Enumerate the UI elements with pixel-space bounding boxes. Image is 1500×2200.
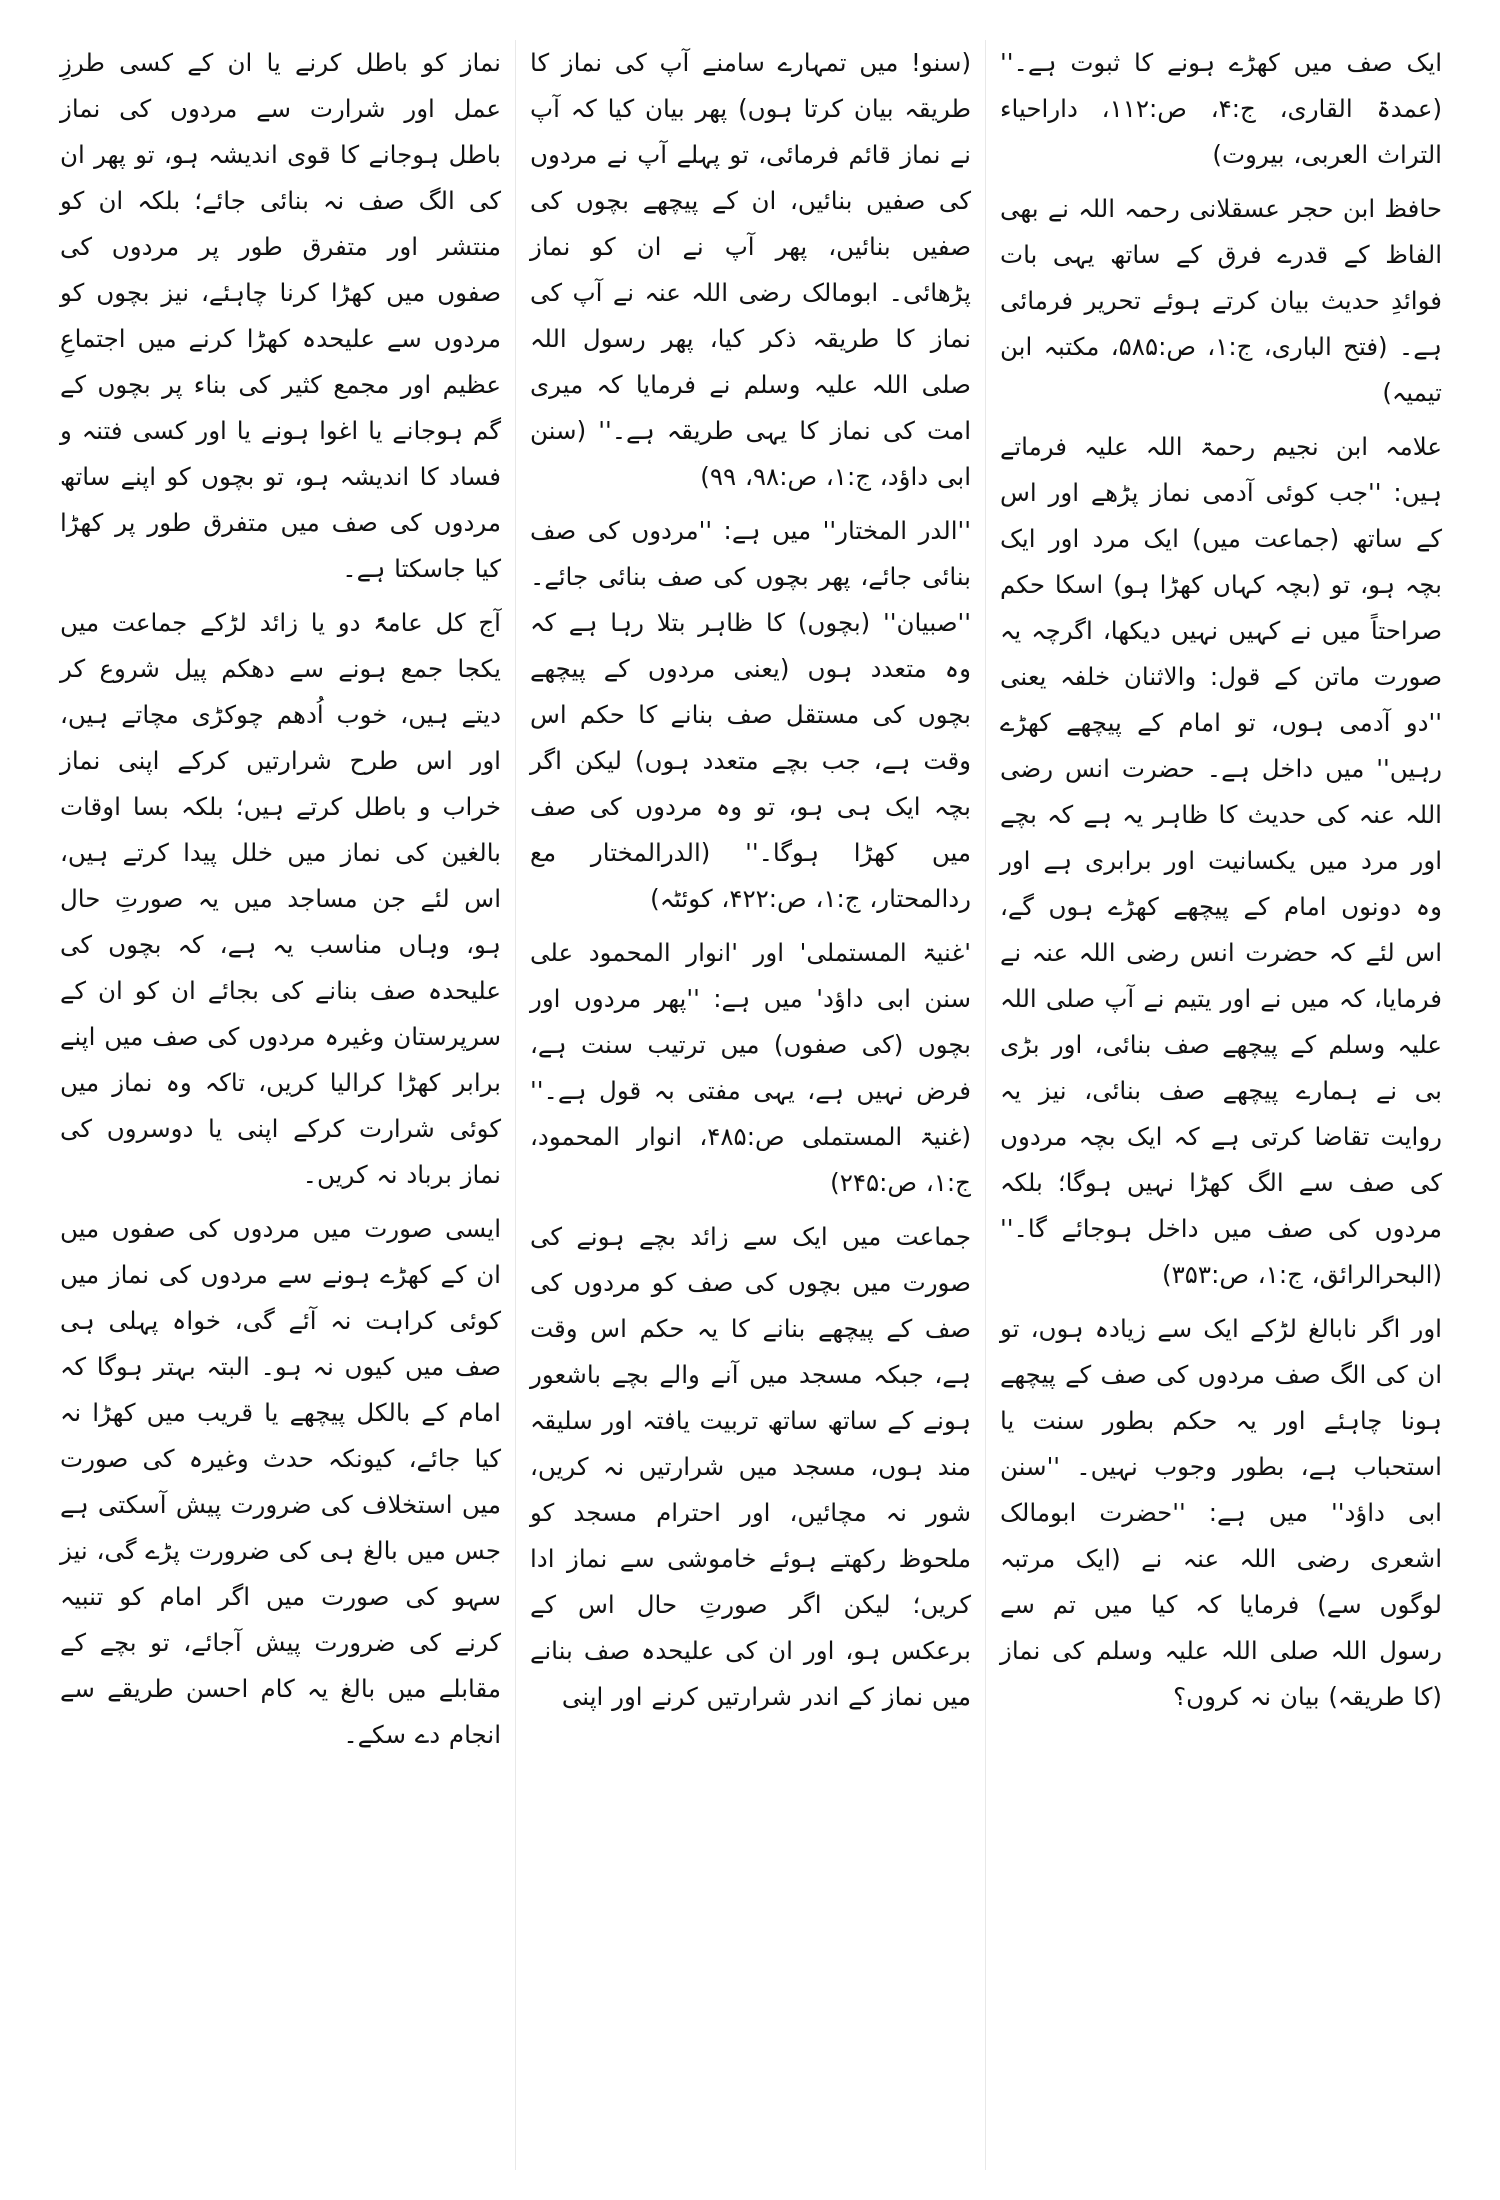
paragraph: اور اگر نابالغ لڑکے ایک سے زیادہ ہوں، تو ان کی الگ صف مردوں کی صف کے پیچھے ہونا چاہئے اور یہ حکم بطور سنت یا استحباب ہے، بطور وجوب نہیں۔ ''سنن ابی داؤد'' میں ہے: ''حضرت ابومالک اشعری رضی اللہ عنہ نے (ایک مرتبہ لوگوں سے) فرمایا کہ کیا میں تم سے رسول اللہ صلی اللہ علیہ وسلم کی نماز (کا طریقہ) بیان نہ کروں؟ xyxy=(1000,1314,1442,1711)
paragraph: ایسی صورت میں مردوں کی صفوں میں ان کے کھڑے ہونے سے مردوں کی نماز میں کوئی کراہت نہ آئے گی، خواہ پہلی ہی صف میں کیوں نہ ہو۔ البتہ بہتر ہوگا کہ امام کے بالکل پیچھے یا قریب میں کھڑا نہ کیا جائے، کیونکہ حدث وغیرہ کی صورت میں استخلاف کی ضرورت پیش آسکتی ہے جس میں بالغ ہی کی ضرورت پڑے گی، نیز سہو کی صورت میں اگر امام کو تنبیہ کرنے کی ضرورت پیش آجائے، تو بچے کے مقابلے میں بالغ یہ کام احسن طریقے سے انجام دے سکے۔ xyxy=(60,1214,501,1749)
paragraph: (سنو! میں تمہارے سامنے آپ کی نماز کا طریقہ بیان کرتا ہوں) پھر بیان کیا کہ آپ نے نماز قائم فرمائی، تو پہلے آپ نے مردوں کی صفیں بنائیں، ان کے پیچھے بچوں کی صفیں بنائیں، پھر آپ نے ان کو نماز پڑھائی۔ ابومالک رضی اللہ عنہ نے آپ کی نماز کا طریقہ ذکر کیا، پھر رسول اللہ صلی اللہ علیہ وسلم نے فرمایا کہ میری امت کی نماز کا یہی طریقہ ہے۔'' (سنن ابی داؤد، ج:۱، ص:۹۸، ۹۹) xyxy=(530,48,971,491)
column-right xyxy=(986,40,1456,2170)
column-left xyxy=(46,40,516,2170)
paragraph: 'غنیۃ المستملی' اور 'انوار المحمود علی سنن ابی داؤد' میں ہے: ''پھر مردوں اور بچوں (کی صفوں) میں ترتیب سنت ہے، فرض نہیں ہے، یہی مفتی بہ قول ہے۔'' (غنیۃ المستملی ص:۴۸۵، انوار المحمود، ج:۱، ص:۲۴۵) xyxy=(530,938,971,1197)
column-middle xyxy=(516,40,986,2170)
paragraph: ''الدر المختار'' میں ہے: ''مردوں کی صف بنائی جائے، پھر بچوں کی صف بنائی جائے۔ ''صبیان'' (بچوں) کا ظاہر بتلا رہا ہے کہ وہ متعدد ہوں (یعنی مردوں کے پیچھے بچوں کی مستقل صف بنانے کا حکم اس وقت ہے، جب بچے متعدد ہوں) لیکن اگر بچہ ایک ہی ہو، تو وہ مردوں کی صف میں کھڑا ہوگا۔'' (الدرالمختار مع ردالمحتار، ج:۱، ص:۴۲۲، کوئٹہ) xyxy=(530,516,971,913)
paragraph: جماعت میں ایک سے زائد بچے ہونے کی صورت میں بچوں کی صف کو مردوں کی صف کے پیچھے بنانے کا یہ حکم اس وقت ہے، جبکہ مسجد میں آنے والے بچے باشعور ہونے کے ساتھ ساتھ تربیت یافتہ اور سلیقہ مند ہوں، مسجد میں شرارتیں نہ کریں، شور نہ مچائیں، اور احترام مسجد کو ملحوظ رکھتے ہوئے خاموشی سے نماز ادا کریں؛ لیکن اگر صورتِ حال اس کے برعکس ہو، اور ان کی علیحدہ صف بنانے میں نماز کے اندر شرارتیں کرنے اور اپنی xyxy=(530,1222,971,1711)
paragraph: علامہ ابن نجیم رحمۃ اللہ علیہ فرماتے ہیں: ''جب کوئی آدمی نماز پڑھے اور اس کے ساتھ (جماعت میں) ایک مرد اور ایک بچہ ہو، تو (بچہ کہاں کھڑا ہو) اسکا حکم صراحتاً میں نے کہیں نہیں دیکھا، اگرچہ یہ صورت ماتن کے قول: والاثنان خلفہ یعنی ''دو آدمی ہوں، تو امام کے پیچھے کھڑے رہیں'' میں داخل ہے۔ حضرت انس رضی اللہ عنہ کی حدیث کا ظاہر یہ ہے کہ بچے اور مرد میں یکسانیت اور برابری ہے اور وہ دونوں امام کے پیچھے کھڑے ہوں گے، اس لئے کہ حضرت انس رضی اللہ عنہ نے فرمایا، کہ میں نے اور یتیم نے آپ صلی اللہ علیہ وسلم کے پیچھے صف بنائی، اور بڑی بی نے ہمارے پیچھے صف بنائی، نیز یہ روایت تقاضا کرتی ہے کہ ایک بچہ مردوں کی صف سے الگ کھڑا نہیں ہوگا؛ بلکہ مردوں کی صف میں داخل ہوجائے گا۔'' (البحرالرائق، ج:۱، ص:۳۵۳) xyxy=(1000,432,1442,1289)
paragraph: آج کل عامۃً دو یا زائد لڑکے جماعت میں یکجا جمع ہونے سے دھکم پیل شروع کر دیتے ہیں، خوب اُدھم چوکڑی مچاتے ہیں، اور اس طرح شرارتیں کرکے اپنی نماز خراب و باطل کرتے ہیں؛ بلکہ بسا اوقات بالغین کی نماز میں خلل پیدا کرتے ہیں، اس لئے جن مساجد میں یہ صورتِ حال ہو، وہاں مناسب یہ ہے، کہ بچوں کی علیحدہ صف بنانے کی بجائے ان کو ان کے سرپرستان وغیرہ مردوں کی صف میں اپنے برابر کھڑا کرالیا کریں، تاکہ وہ نماز میں کوئی شرارت کرکے اپنی یا دوسروں کی نماز برباد نہ کریں۔ xyxy=(60,608,501,1189)
paragraph: نماز کو باطل کرنے یا ان کے کسی طرزِ عمل اور شرارت سے مردوں کی نماز باطل ہوجانے کا قوی اندیشہ ہو، تو پھر ان کی الگ صف نہ بنائی جائے؛ بلکہ ان کو منتشر اور متفرق طور پر مردوں کی صفوں میں کھڑا کرنا چاہئے، نیز بچوں کو مردوں سے علیحدہ کھڑا کرنے میں اجتماعِ عظیم اور مجمع کثیر کی بناء پر بچوں کے گم ہوجانے یا اغوا ہونے یا اور کسی فتنہ و فساد کا اندیشہ ہو، تو بچوں کو اپنے ساتھ مردوں کی صف میں متفرق طور پر کھڑا کیا جاسکتا ہے۔ xyxy=(60,48,501,583)
paragraph: ایک صف میں کھڑے ہونے کا ثبوت ہے۔'' (عمدۃ القاری، ج:۴، ص:۱۱۲، داراحیاء التراث العربی، بیروت) xyxy=(1000,48,1442,169)
paragraph: حافظ ابن حجر عسقلانی رحمہ اللہ نے بھی الفاظ کے قدرے فرق کے ساتھ یہی بات فوائدِ حدیث بیان کرتے ہوئے تحریر فرمائی ہے۔ (فتح الباری، ج:۱، ص:۵۸۵، مکتبہ ابن تیمیہ) xyxy=(1000,194,1442,407)
